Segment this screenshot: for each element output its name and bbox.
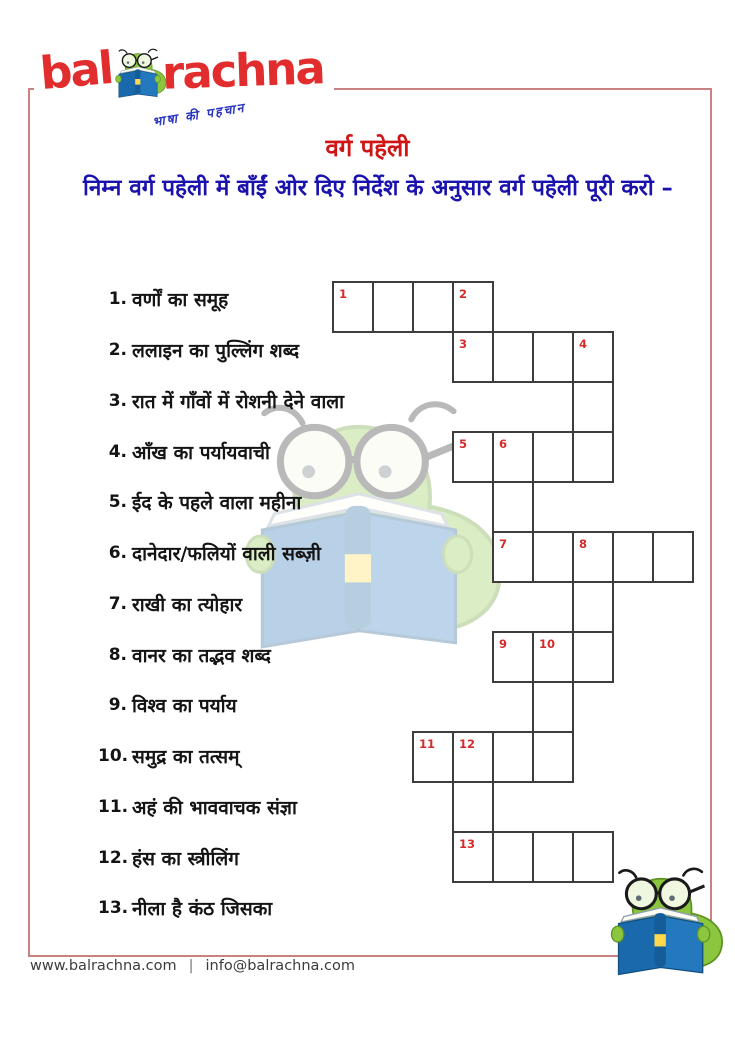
clue-6: [98, 528, 344, 579]
clue-number: 8.: [108, 644, 127, 665]
clue-number: 2.: [108, 340, 127, 361]
grid-cell-10[interactable]: [532, 631, 574, 683]
clue-text: दानेदार/फलियों वाली सब्ज़ी: [132, 543, 321, 566]
grid-cell-3[interactable]: [452, 331, 494, 383]
grid-cell-number: 6: [499, 437, 508, 451]
instruction-text: निम्न वर्ग पहेली में बाँईं ओर दिए निर्देश के अनुसार वर्ग पहेली पूरी करो –: [83, 175, 673, 201]
clue-number: 6.: [108, 543, 127, 564]
clue-text: राखी का त्योहार: [132, 593, 243, 616]
clue-number: 7.: [108, 593, 127, 614]
clue-text: ललाइन का पुल्लिंग शब्द: [132, 340, 300, 363]
footer-separator: |: [188, 958, 194, 974]
grid-cell[interactable]: [492, 481, 534, 533]
clue-number: 9.: [108, 695, 127, 716]
grid-cell[interactable]: [572, 581, 614, 633]
grid-cell-4[interactable]: [572, 331, 614, 383]
grid-cell[interactable]: [572, 431, 614, 483]
logo-text-bal: bal: [37, 40, 115, 101]
clue-text: विश्व का पर्याय: [132, 695, 237, 718]
grid-cell[interactable]: [452, 781, 494, 833]
clue-11: [98, 782, 344, 833]
grid-cell-1[interactable]: [332, 281, 374, 333]
clue-number: 5.: [108, 492, 127, 513]
grid-cell[interactable]: [492, 831, 534, 883]
grid-cell[interactable]: [372, 281, 414, 333]
grid-cell-number: 4: [579, 337, 588, 351]
grid-cell[interactable]: [532, 831, 574, 883]
grid-cell-number: 7: [499, 537, 508, 551]
footer-website: www.balrachna.com: [30, 958, 177, 974]
clue-text: हंस का स्त्रीलिंग: [132, 847, 239, 870]
grid-cell-7[interactable]: [492, 531, 534, 583]
logo-tagline: भाषा की पहचान: [151, 99, 247, 130]
clue-text: ईद के पहले वाला महीना: [132, 492, 302, 515]
clue-number: 11.: [98, 796, 129, 817]
grid-cell-number: 10: [539, 637, 556, 651]
footer: [30, 958, 355, 974]
clue-10: [98, 731, 344, 782]
grid-cell-8[interactable]: [572, 531, 614, 583]
clue-number: 12.: [98, 847, 129, 868]
clue-12: [98, 832, 344, 883]
grid-cell-number: 5: [459, 437, 468, 451]
grid-cell-number: 11: [419, 737, 436, 751]
balrachna-logo: [34, 40, 334, 140]
clue-7: [98, 579, 344, 630]
clue-text: अहं की भाववाचक संज्ञा: [132, 796, 297, 819]
clue-number: 3.: [108, 390, 127, 411]
grid-cell[interactable]: [492, 331, 534, 383]
grid-cell-6[interactable]: [492, 431, 534, 483]
clue-2: [98, 325, 344, 376]
clue-4: [98, 426, 344, 477]
clue-text: वर्णों का समूह: [132, 289, 229, 312]
grid-cell[interactable]: [652, 531, 694, 583]
clue-text: आँख का पर्यायवाची: [132, 441, 270, 464]
clue-3: [98, 376, 344, 427]
grid-cell-number: 2: [459, 287, 468, 301]
grid-cell[interactable]: [412, 281, 454, 333]
grid-cell[interactable]: [572, 381, 614, 433]
grid-cell-2[interactable]: [452, 281, 494, 333]
grid-cell[interactable]: [572, 631, 614, 683]
grid-cell-13[interactable]: [452, 831, 494, 883]
grid-cell-number: 13: [459, 837, 476, 851]
page-title: वर्ग पहेली: [325, 134, 410, 162]
grid-cell-11[interactable]: [412, 731, 454, 783]
clue-13: [98, 883, 344, 934]
grid-cell[interactable]: [532, 431, 574, 483]
clue-list: [98, 274, 344, 934]
clue-text: नीला है कंठ जिसका: [132, 898, 273, 921]
clue-9: [98, 680, 344, 731]
clue-1: [98, 274, 344, 325]
clue-number: 1.: [108, 289, 127, 310]
grid-cell-number: 12: [459, 737, 476, 751]
clue-text: वानर का तद्भव शब्द: [132, 644, 271, 667]
bookworm-corner-illustration: [599, 864, 731, 978]
grid-cell[interactable]: [532, 531, 574, 583]
footer-email: info@balrachna.com: [205, 958, 356, 974]
grid-cell-number: 8: [579, 537, 588, 551]
grid-cell-number: 1: [339, 287, 348, 301]
grid-cell-5[interactable]: [452, 431, 494, 483]
clue-8: [98, 629, 344, 680]
clue-text: रात में गाँवों में रोशनी देने वाला: [132, 390, 345, 413]
grid-cell-number: 9: [499, 637, 508, 651]
clue-number: 4.: [108, 441, 127, 462]
grid-cell-number: 3: [459, 337, 468, 351]
grid-cell[interactable]: [532, 731, 574, 783]
clue-number: 13.: [98, 898, 129, 919]
grid-cell[interactable]: [532, 331, 574, 383]
grid-cell[interactable]: [532, 681, 574, 733]
clue-number: 10.: [98, 746, 129, 767]
clue-5: [98, 477, 344, 528]
grid-cell[interactable]: [492, 731, 534, 783]
grid-cell[interactable]: [612, 531, 654, 583]
grid-cell-12[interactable]: [452, 731, 494, 783]
logo-text-rachna: rachna: [161, 41, 325, 100]
clue-text: समुद्र का तत्सम्: [132, 746, 240, 769]
grid-cell-9[interactable]: [492, 631, 534, 683]
